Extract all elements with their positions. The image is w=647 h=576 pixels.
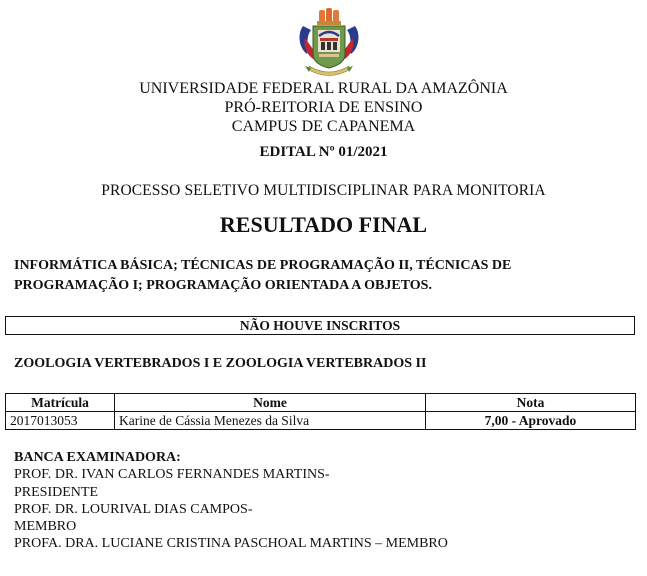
table-header-row (6, 394, 636, 412)
column-header-nome: Nome (115, 394, 426, 412)
department-name: PRÓ-REITORIA DE ENSINO (224, 99, 423, 116)
campus-name: CAMPUS DE CAPANEMA (231, 118, 416, 135)
result-title: RESULTADO FINAL (219, 212, 428, 237)
section-title-line: PROGRAMAÇÃO I; PROGRAMAÇÃO ORIENTADA A OBJETOS. (14, 278, 432, 293)
banca-member-line: PROFA. DRA. LUCIANE CRISTINA PASCHOAL MARTINS – MEMBRO (14, 536, 448, 552)
process-title: PROCESSO SELETIVO MULTIDISCIPLINAR PARA MONITORIA (101, 182, 546, 199)
results-table (5, 393, 636, 430)
banca-member-line: PROF. DR. LOURIVAL DIAS CAMPOS- (14, 501, 253, 517)
table-row (6, 412, 636, 430)
cell-nome: Karine de Cássia Menezes da Silva (115, 412, 426, 430)
cell-matricula: 2017013053 (6, 412, 115, 430)
edital-number: EDITAL Nº 01/2021 (259, 144, 388, 160)
column-header-matricula: Matrícula (6, 394, 115, 412)
university-coat-of-arms-icon (295, 8, 363, 76)
no-applicants-notice: NÃO HOUVE INSCRITOS (6, 317, 635, 335)
no-applicants-table (5, 316, 635, 335)
banca-member-line: MEMBRO (14, 519, 77, 535)
banca-member-line: PROF. DR. IVAN CARLOS FERNANDES MARTINS- (14, 467, 330, 483)
section-title-line: INFORMÁTICA BÁSICA; TÉCNICAS DE PROGRAMAÇÃO II, TÉCNICAS DE (14, 258, 512, 273)
banca-member-line: PRESIDENTE (14, 484, 98, 500)
banca-title: BANCA EXAMINADORA: (14, 450, 181, 465)
section-title-zoologia: ZOOLOGIA VERTEBRADOS I E ZOOLOGIA VERTEBRADOS II (14, 356, 427, 371)
cell-nota: 7,00 - Aprovado (426, 412, 636, 430)
banca-examinadora (14, 449, 448, 553)
university-name: UNIVERSIDADE FEDERAL RURAL DA AMAZÔNIA (139, 80, 508, 97)
column-header-nota: Nota (426, 394, 636, 412)
section-title-informatica (14, 256, 614, 296)
